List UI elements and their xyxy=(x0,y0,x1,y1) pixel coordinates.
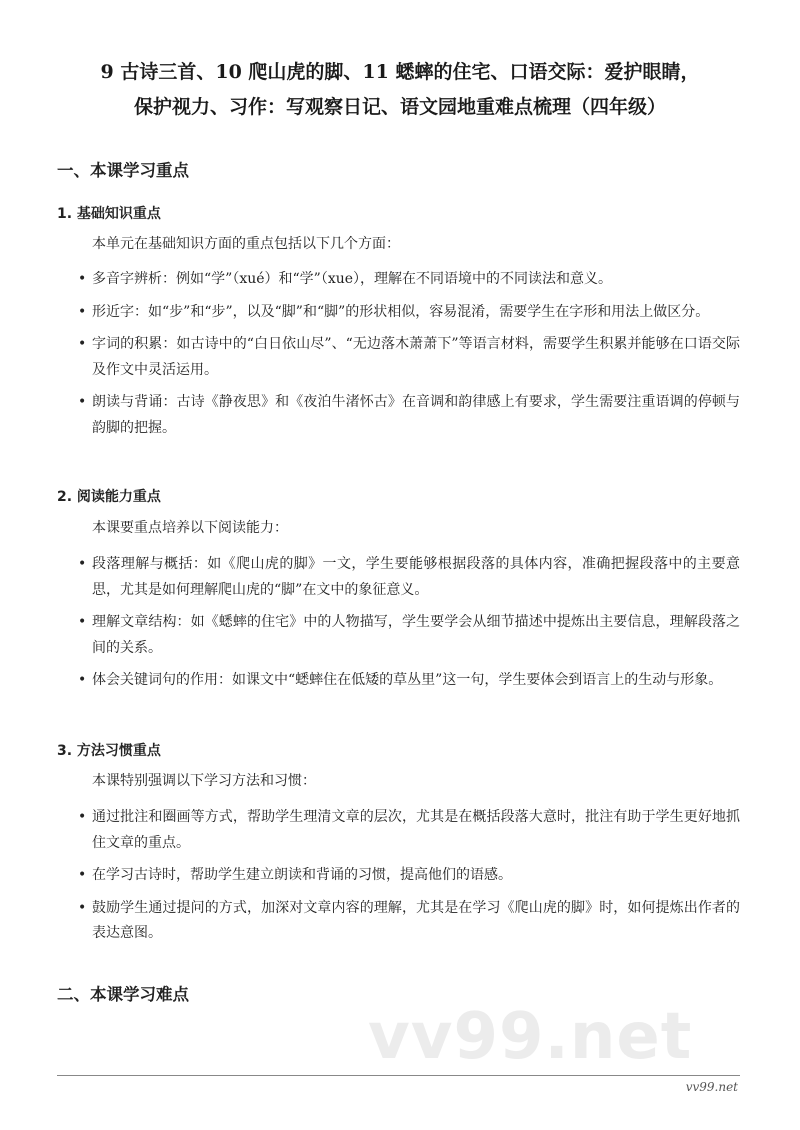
item-text: 形近字：如“步”和“步”，以及“脚”和“脚”的形状相似，容易混淆，需要学生在字形和用法上做区分。 xyxy=(92,303,710,320)
bullet-icon: • xyxy=(78,809,87,825)
footer-text: vv99.net xyxy=(685,1080,738,1094)
bullet-list xyxy=(78,552,740,701)
bullet-icon: • xyxy=(78,867,87,883)
intro-text: 本课要重点培养以下阅读能力： xyxy=(92,520,288,536)
section-heading: 二、本课学习难点 xyxy=(57,985,189,1004)
list-item xyxy=(78,552,740,603)
bullet-icon: • xyxy=(78,303,87,320)
subsection-heading: 3. 方法习惯重点 xyxy=(57,743,161,759)
bullet-icon: • xyxy=(78,336,87,352)
section-heading: 一、本课学习重点 xyxy=(57,161,189,180)
list-item xyxy=(78,896,740,947)
item-text: 在学习古诗时，帮助学生建立朗读和背诵的习惯，提高他们的语感。 xyxy=(92,867,512,883)
list-item xyxy=(78,267,740,293)
item-text: 字词的积累：如古诗中的“白日依山尽”、“无边落木萧萧下”等语言材料，需要学生积累并能够在口语交际及作文中灵活运用。 xyxy=(92,336,740,378)
subsection-heading: 1. 基础知识重点 xyxy=(57,206,161,222)
title-line: 9 古诗三首、10 爬山虎的脚、11 蟋蟀的住宅、口语交际：爱护眼睛， xyxy=(100,61,700,83)
intro-text: 本单元在基础知识方面的重点包括以下几个方面： xyxy=(92,236,400,252)
document-title xyxy=(40,55,760,125)
item-text: 鼓励学生通过提问的方式，加深对文章内容的理解，尤其是在学习《爬山虎的脚》时，如何提炼出作者的表达意图。 xyxy=(92,899,740,941)
item-text: 多音字辨析：例如“学”（xué）和“学”（xue），理解在不同语境中的不同读法和意义。 xyxy=(92,271,613,287)
bullet-icon: • xyxy=(78,556,87,572)
bullet-icon: • xyxy=(78,614,87,630)
list-item xyxy=(78,332,740,383)
bullet-list xyxy=(78,805,740,954)
list-item xyxy=(78,610,740,661)
item-text: 朗读与背诵：古诗《静夜思》和《夜泊牛渚怀古》在音调和韵律感上有要求，学生需要注重语调的停顿与韵脚的把握。 xyxy=(92,394,740,436)
bullet-icon: • xyxy=(78,271,87,287)
list-item xyxy=(78,863,740,889)
title-line: 保护视力、习作：写观察日记、语文园地重难点梳理（四年级） xyxy=(133,96,666,118)
bullet-icon: • xyxy=(78,899,87,916)
list-item xyxy=(78,390,740,441)
item-text: 理解文章结构：如《蟋蟀的住宅》中的人物描写，学生要学会从细节描述中提炼出主要信息，理解段落之间的关系。 xyxy=(92,614,740,656)
bullet-icon: • xyxy=(78,394,87,410)
item-text: 段落理解与概括：如《爬山虎的脚》一文，学生要能够根据段落的具体内容，准确把握段落中的主要意思，尤其是如何理解爬山虎的“脚”在文中的象征意义。 xyxy=(92,556,740,598)
bullet-icon: • xyxy=(78,672,87,688)
bullet-list xyxy=(78,267,740,448)
footer-divider xyxy=(57,1075,740,1076)
list-item xyxy=(78,805,740,856)
list-item xyxy=(78,668,740,694)
item-text: 通过批注和圈画等方式，帮助学生理清文章的层次，尤其是在概括段落大意时，批注有助于学生更好地抓住文章的重点。 xyxy=(92,809,740,851)
list-item xyxy=(78,300,740,326)
subsection-heading: 2. 阅读能力重点 xyxy=(57,489,161,505)
intro-text: 本课特别强调以下学习方法和习惯： xyxy=(92,773,316,789)
watermark: vv99.net xyxy=(368,1000,693,1074)
item-text: 体会关键词句的作用：如课文中“蟋蟀住在低矮的草丛里”这一句，学生要体会到语言上的生动与形象。 xyxy=(92,672,723,688)
